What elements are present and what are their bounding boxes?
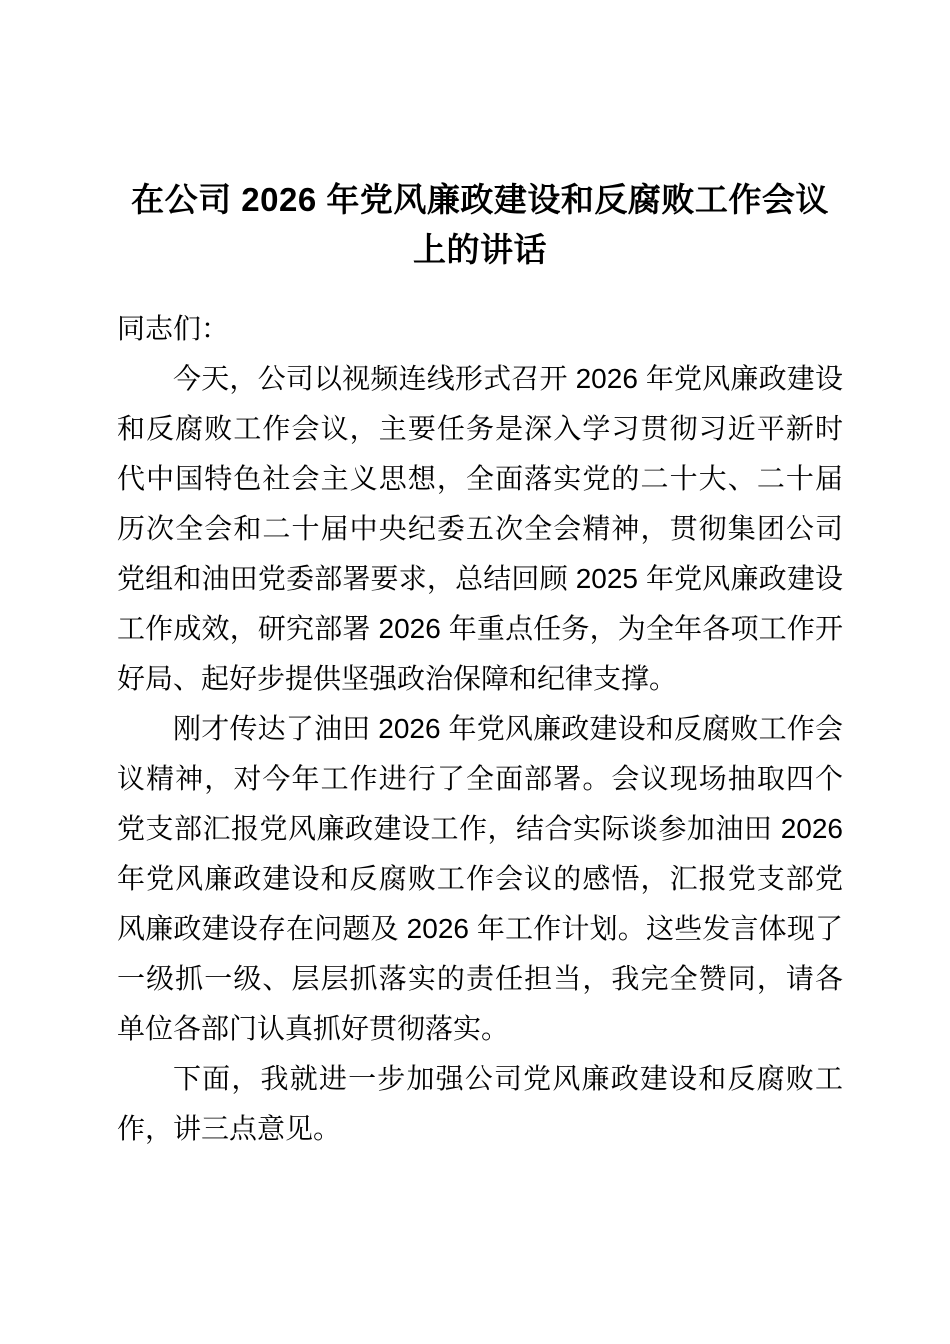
paragraph-1: 今天，公司以视频连线形式召开 2026 年党风廉政建设和反腐败工作会议，主要任务是深入学习贯彻习近平新时代中国特色社会主义思想，全面落实党的二十大、二十届历次全会和二十届中央纪委五次全会精神，贯彻集团公司党组和油田党委部署要求，总结回顾 2025 年党风廉政建设工作成效，研究部署 2026 年重点任务，为全年各项工作开好局、起好步提供坚强政治保障和纪律支撑。 <box>117 363 843 694</box>
paragraph-2: 刚才传达了油田 2026 年党风廉政建设和反腐败工作会议精神，对今年工作进行了全面部署。会议现场抽取四个党支部汇报党风廉政建设工作，结合实际谈参加油田 2026 年党风廉政建设和反腐败工作会议的感悟，汇报党支部党风廉政建设存在问题及 2026 年工作计划。这些发言体现了一级抓一级、层层抓落实的责任担当，我完全赞同，请各单位各部门认真抓好贯彻落实。 <box>117 713 843 1044</box>
document-title: 在公司 2026 年党风廉政建设和反腐败工作会议上的讲话 <box>131 181 829 268</box>
salutation: 同志们： <box>117 313 230 344</box>
paragraph-3: 下面，我就进一步加强公司党风廉政建设和反腐败工作，讲三点意见。 <box>117 1063 843 1144</box>
